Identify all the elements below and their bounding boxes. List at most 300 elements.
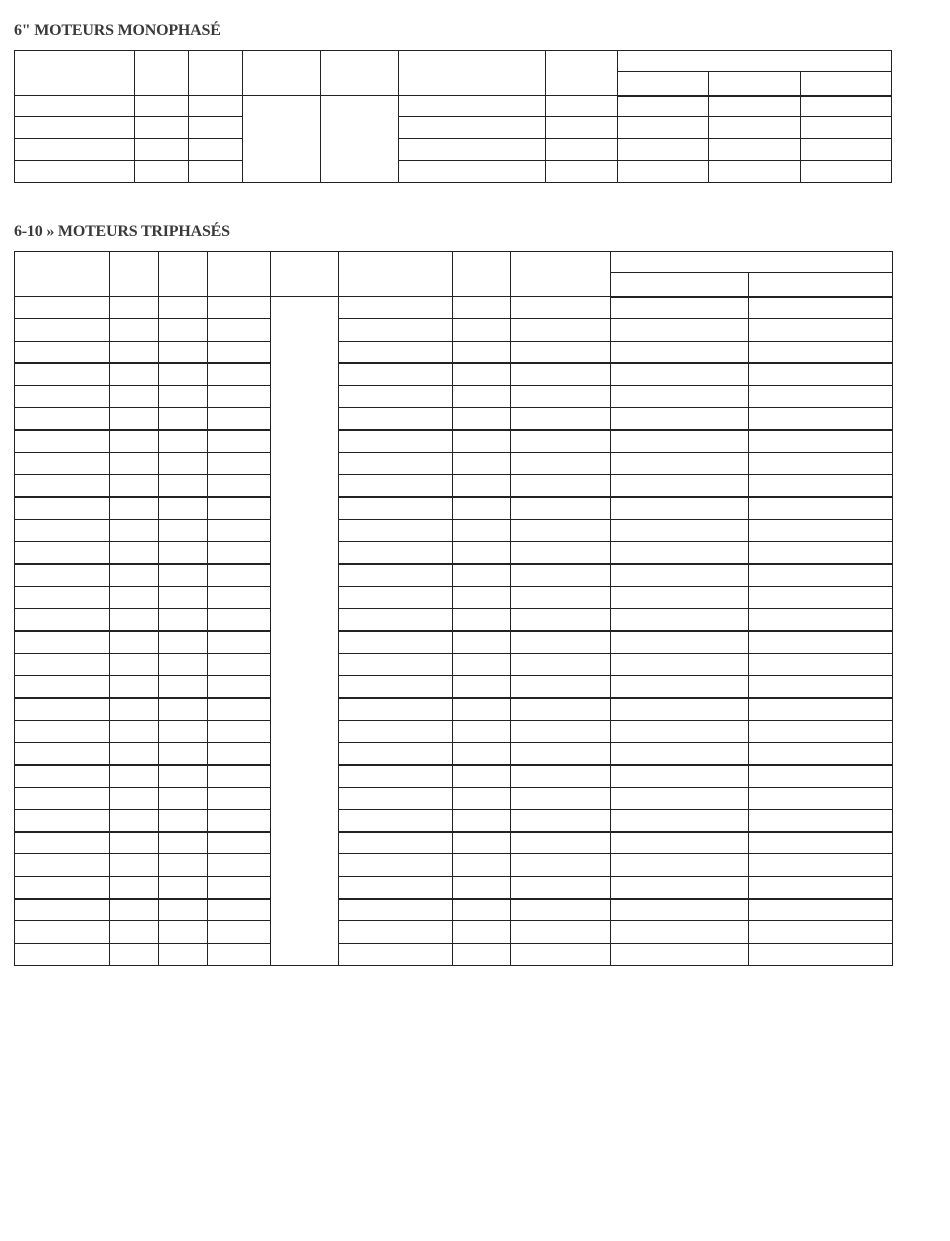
table-cell: [749, 676, 893, 698]
table-row: [15, 319, 893, 341]
table-row: [15, 475, 893, 497]
header-cell: [611, 273, 749, 297]
table-cell: [110, 631, 159, 653]
table-cell: [749, 832, 893, 854]
table-row: [15, 363, 893, 385]
table-cell: [511, 943, 611, 965]
table-cell: [511, 876, 611, 898]
table-cell: [611, 341, 749, 363]
table-cell: [208, 586, 271, 608]
table-cell: [339, 653, 453, 675]
table-cell: [159, 341, 208, 363]
table-cell: [159, 386, 208, 408]
table-cell: [453, 943, 511, 965]
header-cell: [399, 51, 546, 96]
table-cell: [159, 408, 208, 430]
table-row: [15, 676, 893, 698]
table-cell: [453, 609, 511, 631]
table-cell: [110, 609, 159, 631]
table-row: [15, 341, 893, 363]
table-row: [15, 787, 893, 809]
table-cell: [511, 720, 611, 742]
table-cell: [110, 676, 159, 698]
table-cell: [208, 475, 271, 497]
table-cell: [15, 787, 110, 809]
table-cell: [110, 742, 159, 764]
table-row: [15, 720, 893, 742]
table-cell: [511, 363, 611, 385]
table-cell: [749, 943, 893, 965]
table-header-row: [15, 51, 892, 72]
table-cell: [511, 453, 611, 475]
table-cell: [749, 386, 893, 408]
table-cell: [453, 676, 511, 698]
table-cell: [159, 475, 208, 497]
header-cell: [15, 51, 135, 96]
table-cell: [511, 386, 611, 408]
table-cell: [511, 765, 611, 787]
table-cell: [15, 363, 110, 385]
table-cell: [208, 430, 271, 452]
table-row: [15, 519, 893, 541]
table-cell: [611, 698, 749, 720]
table-cell: [611, 676, 749, 698]
header-cell: [110, 252, 159, 297]
table-cell: [110, 386, 159, 408]
table-cell: [110, 475, 159, 497]
table-cell: [511, 430, 611, 452]
table-cell: [611, 653, 749, 675]
table-cell: [611, 519, 749, 541]
header-group-cell: [611, 252, 893, 273]
table-cell: [611, 787, 749, 809]
single-phase-title: 6" MOTEURS MONOPHASÉ: [14, 22, 221, 39]
table-cell: [749, 519, 893, 541]
table-cell: [15, 921, 110, 943]
table-cell: [15, 341, 110, 363]
table-cell: [159, 653, 208, 675]
table-cell: [110, 809, 159, 831]
table-cell: [453, 297, 511, 319]
table-cell: [749, 430, 893, 452]
table-cell: [110, 921, 159, 943]
table-cell: [15, 653, 110, 675]
table-cell: [208, 497, 271, 519]
table-cell: [511, 609, 611, 631]
table-cell: [339, 319, 453, 341]
table-cell: [611, 742, 749, 764]
table-cell: [159, 542, 208, 564]
table-row: [15, 564, 893, 586]
table-cell: [208, 876, 271, 898]
table-cell: [453, 899, 511, 921]
table-header-row: [15, 252, 893, 273]
table-cell: [159, 943, 208, 965]
table-cell: [15, 297, 110, 319]
table-row: [15, 96, 892, 117]
table-cell: [208, 341, 271, 363]
table-cell: [159, 564, 208, 586]
table-cell: [511, 854, 611, 876]
table-cell: [339, 408, 453, 430]
table-cell: [15, 809, 110, 831]
table-cell: [453, 497, 511, 519]
table-cell: [15, 430, 110, 452]
table-cell: [159, 876, 208, 898]
table-row: [15, 921, 893, 943]
table-cell: [159, 430, 208, 452]
table-cell: [511, 497, 611, 519]
table-row: [15, 631, 893, 653]
table-cell: [511, 631, 611, 653]
table-cell: [611, 609, 749, 631]
header-cell: [339, 252, 453, 297]
table-cell: [15, 408, 110, 430]
table-cell: [208, 809, 271, 831]
table-cell: [453, 653, 511, 675]
table-cell: [749, 319, 893, 341]
table-cell: [208, 787, 271, 809]
table-cell: [208, 765, 271, 787]
table-cell: [453, 430, 511, 452]
table-row: [15, 609, 893, 631]
three-phase-table: [14, 251, 893, 966]
table-cell: [208, 653, 271, 675]
table-cell: [159, 742, 208, 764]
table-cell: [208, 631, 271, 653]
table-cell: [15, 742, 110, 764]
table-cell: [749, 653, 893, 675]
table-cell: [611, 453, 749, 475]
table-cell: [110, 787, 159, 809]
table-cell: [453, 341, 511, 363]
table-cell: [15, 943, 110, 965]
table-row: [15, 698, 893, 720]
table-cell: [511, 921, 611, 943]
table-row: [15, 742, 893, 764]
table-cell: [749, 720, 893, 742]
table-cell: [511, 475, 611, 497]
table-cell: [339, 832, 453, 854]
table-cell: [339, 519, 453, 541]
table-cell: [749, 564, 893, 586]
table-cell: [611, 943, 749, 965]
table-row: [15, 161, 892, 183]
table-cell: [749, 609, 893, 631]
table-cell: [453, 363, 511, 385]
table-cell: [110, 453, 159, 475]
table-cell: [453, 876, 511, 898]
table-cell: [339, 497, 453, 519]
header-cell: [208, 252, 271, 297]
table-cell: [208, 609, 271, 631]
table-cell: [611, 720, 749, 742]
table-cell: [453, 832, 511, 854]
table-cell: [15, 497, 110, 519]
table-cell: [611, 386, 749, 408]
table-cell: [159, 809, 208, 831]
table-cell: [611, 765, 749, 787]
table-cell: [453, 631, 511, 653]
table-cell: [611, 497, 749, 519]
table-cell: [511, 542, 611, 564]
table-cell: [453, 475, 511, 497]
table-cell: [339, 899, 453, 921]
merged-cell: [271, 297, 339, 966]
table-cell: [611, 408, 749, 430]
table-cell: [159, 586, 208, 608]
table-cell: [208, 297, 271, 319]
table-cell: [453, 787, 511, 809]
table-cell: [511, 832, 611, 854]
table-row: [15, 832, 893, 854]
table-cell: [339, 854, 453, 876]
table-cell: [15, 631, 110, 653]
table-cell: [208, 921, 271, 943]
table-cell: [749, 341, 893, 363]
table-cell: [339, 297, 453, 319]
table-cell: [110, 653, 159, 675]
header-cell: [321, 51, 399, 96]
table-cell: [749, 363, 893, 385]
table-cell: [511, 319, 611, 341]
table-row: [15, 876, 893, 898]
table-row: [15, 899, 893, 921]
table-cell: [339, 564, 453, 586]
single-phase-table: [14, 50, 892, 183]
table-cell: [749, 809, 893, 831]
table-cell: [453, 720, 511, 742]
table-cell: [511, 899, 611, 921]
table-cell: [159, 453, 208, 475]
table-cell: [611, 564, 749, 586]
table-cell: [110, 943, 159, 965]
table-cell: [110, 363, 159, 385]
table-cell: [208, 742, 271, 764]
table-row: [15, 430, 893, 452]
table-cell: [749, 921, 893, 943]
table-cell: [208, 720, 271, 742]
table-cell: [453, 698, 511, 720]
table-cell: [15, 876, 110, 898]
table-cell: [453, 319, 511, 341]
header-cell: [271, 252, 339, 297]
table-cell: [110, 698, 159, 720]
table-cell: [611, 631, 749, 653]
table-cell: [611, 876, 749, 898]
table-cell: [339, 698, 453, 720]
table-cell: [511, 698, 611, 720]
table-cell: [159, 676, 208, 698]
table-cell: [159, 297, 208, 319]
table-cell: [611, 542, 749, 564]
table-row: [15, 139, 892, 161]
table-cell: [159, 832, 208, 854]
table-cell: [453, 408, 511, 430]
table-row: [15, 542, 893, 564]
table-cell: [611, 809, 749, 831]
merged-cell: [243, 96, 321, 183]
table-cell: [15, 386, 110, 408]
table-cell: [453, 519, 511, 541]
table-cell: [15, 319, 110, 341]
table-cell: [339, 809, 453, 831]
table-cell: [208, 943, 271, 965]
table-cell: [110, 319, 159, 341]
table-cell: [749, 787, 893, 809]
table-cell: [511, 408, 611, 430]
merged-cell: [321, 96, 399, 183]
header-cell: [135, 51, 189, 96]
table-cell: [749, 899, 893, 921]
table-cell: [110, 765, 159, 787]
table-cell: [110, 341, 159, 363]
table-cell: [15, 832, 110, 854]
table-cell: [208, 854, 271, 876]
table-cell: [749, 475, 893, 497]
table-cell: [339, 742, 453, 764]
header-cell: [453, 252, 511, 297]
table-row: [15, 297, 893, 319]
table-cell: [511, 787, 611, 809]
table-cell: [511, 586, 611, 608]
table-cell: [159, 698, 208, 720]
table-row: [15, 386, 893, 408]
table-cell: [611, 475, 749, 497]
table-cell: [611, 363, 749, 385]
table-cell: [208, 363, 271, 385]
table-cell: [511, 297, 611, 319]
table-cell: [15, 519, 110, 541]
table-cell: [511, 341, 611, 363]
table-row: [15, 117, 892, 139]
table-cell: [339, 676, 453, 698]
table-cell: [339, 386, 453, 408]
header-group-cell: [618, 51, 892, 72]
table-cell: [159, 319, 208, 341]
table-cell: [15, 475, 110, 497]
table-cell: [339, 475, 453, 497]
header-cell: [189, 51, 243, 96]
table-row: [15, 809, 893, 831]
table-cell: [15, 899, 110, 921]
table-cell: [159, 631, 208, 653]
table-cell: [159, 765, 208, 787]
table-cell: [339, 609, 453, 631]
table-row: [15, 586, 893, 608]
table-cell: [511, 809, 611, 831]
table-cell: [15, 854, 110, 876]
table-cell: [159, 363, 208, 385]
table-cell: [15, 609, 110, 631]
header-cell: [749, 273, 893, 297]
table-cell: [611, 297, 749, 319]
table-cell: [339, 341, 453, 363]
table-cell: [453, 564, 511, 586]
table-cell: [159, 899, 208, 921]
table-cell: [511, 519, 611, 541]
table-cell: [749, 408, 893, 430]
table-cell: [511, 742, 611, 764]
header-cell: [618, 72, 709, 96]
header-cell: [546, 51, 618, 96]
table-cell: [110, 497, 159, 519]
table-cell: [339, 363, 453, 385]
table-cell: [110, 854, 159, 876]
table-cell: [339, 787, 453, 809]
table-cell: [511, 676, 611, 698]
table-cell: [749, 297, 893, 319]
table-cell: [110, 542, 159, 564]
table-cell: [208, 542, 271, 564]
table-cell: [208, 899, 271, 921]
table-row: [15, 497, 893, 519]
header-cell: [243, 51, 321, 96]
table-cell: [159, 854, 208, 876]
table-cell: [339, 586, 453, 608]
table-cell: [15, 586, 110, 608]
table-cell: [15, 542, 110, 564]
table-cell: [749, 698, 893, 720]
table-cell: [453, 386, 511, 408]
table-cell: [511, 653, 611, 675]
table-cell: [110, 519, 159, 541]
header-cell: [709, 72, 801, 96]
table-cell: [110, 430, 159, 452]
table-cell: [208, 832, 271, 854]
table-cell: [159, 519, 208, 541]
table-cell: [110, 720, 159, 742]
table-cell: [611, 430, 749, 452]
table-cell: [511, 564, 611, 586]
table-cell: [611, 832, 749, 854]
table-cell: [749, 765, 893, 787]
table-row: [15, 453, 893, 475]
table-cell: [159, 787, 208, 809]
table-cell: [749, 876, 893, 898]
table-cell: [749, 631, 893, 653]
table-cell: [208, 564, 271, 586]
table-cell: [339, 453, 453, 475]
table-cell: [749, 586, 893, 608]
table-cell: [611, 854, 749, 876]
header-cell: [159, 252, 208, 297]
table-cell: [15, 720, 110, 742]
table-cell: [611, 899, 749, 921]
table-cell: [208, 319, 271, 341]
three-phase-title: 6-10 » MOTEURS TRIPHASÉS: [14, 223, 230, 240]
table-cell: [208, 519, 271, 541]
table-cell: [15, 765, 110, 787]
table-cell: [749, 497, 893, 519]
header-cell: [15, 252, 110, 297]
header-cell: [801, 72, 892, 96]
table-cell: [749, 453, 893, 475]
table-row: [15, 765, 893, 787]
table-cell: [15, 676, 110, 698]
table-cell: [453, 586, 511, 608]
table-cell: [208, 453, 271, 475]
table-cell: [339, 542, 453, 564]
table-cell: [159, 497, 208, 519]
table-cell: [339, 765, 453, 787]
table-cell: [15, 453, 110, 475]
table-cell: [453, 542, 511, 564]
table-cell: [110, 297, 159, 319]
table-cell: [339, 720, 453, 742]
table-cell: [453, 921, 511, 943]
table-cell: [159, 609, 208, 631]
